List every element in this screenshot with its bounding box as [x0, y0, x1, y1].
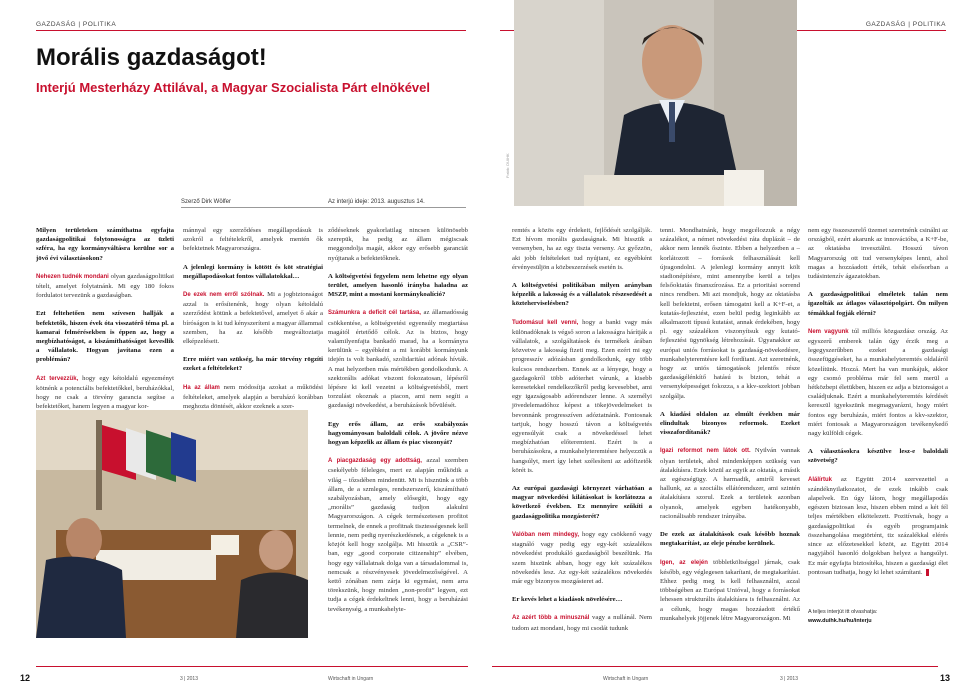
interview-answer: Számunkra a deficit cél tartása, az államadósság csökkentése, a költségvetési egyensúly megtartása magától értetődő célok. Az is biztos, hogy valamilyenfajta bankadó marad, ha a kormányra kerülünk – egyébként a mi korábbi kormányunk idején is volt bankadó, szolidaritási adónak hívták. A mai helyzetben más mértékben gondolkodunk. A szektorális adókat viszont fokozatosan, lépésről lépésre ki kell vezetni a költségvetésből, mert torzulást okoznak a piacon, ami nem segíti a gazdasági növekedést, a beruházások bővülését. [328, 309, 468, 410]
footer-issue-left: 3 | 2013 [180, 676, 198, 682]
answer-lead-in: Nem vagyunk [808, 328, 849, 335]
answer-lead-in: Az azért több a minusznál [512, 615, 590, 622]
sidenote-link[interactable]: www.duihk.hu/hu/interju [808, 618, 872, 624]
text-column-3 [328, 226, 468, 623]
text-column-2 [183, 226, 323, 420]
section-rubric-right: GAZDASÁG | POLITIKA [865, 21, 946, 28]
page-number-right: 13 [939, 673, 950, 683]
page-number-left: 12 [20, 673, 31, 683]
answer-lead-in: Számunkra a deficit cél tartása, [328, 310, 421, 317]
interview-answer: Az azért több a minusznál vagy a nullánál. Nem tudom azt mondani, hogy mi csodát tudunk [512, 614, 652, 632]
interview-answer: A piacgazdaság egy adottság, azzal szemben csekélyebb féleleges, mert ez alapján működik a világ – tőzsdében mindenütt. Mi is hisznünk a több állam, de a szmleges, rendszerszerű, kiszámítható szabályozásban, amely elősegíti, hogy egy „morális” gazdaság tudjon alakulni Magyarországon. A cégek természetesen profitot termelnek, de ennek a profitnak tisztességesnek kell lennie, nem pedig nyerészkedésnek, a cégeknek is a közjót kell hogy szolgálja. Mi hisszük a „CSR”-ban, egy „good corporate citizenship” elvében, hogy egy vállalatnak dolga van a társadalommal is, nemcsak a részvényesek jövedelmezőségével. A kettő zónában nem zárja ki egymást, nem arra törekszünk, hogy minden „non-profit” legyen, ezt tudja a cégek érdekeltnek lenni, hogy a beruházási tevékenység, a munkahelyte- [328, 457, 468, 613]
interview-answer: Nehezen tudnék mondani olyan gazdaságpolitikai tételt, amelyet folytatnánk. Mi egy 180 fokos fordulatot tervezünk a gazdaságban. [36, 272, 174, 300]
interview-answer: nem egy összeszerelő üzemet szeretnénk csinálni az országból, ezért akarunk az innovációba, a K+F-be, az oktatásba invesztálni. Hosszú távon Magyarország ott tud versenyképes lenni, ahol magas a hozzáadott érték, tehát elsősorban a tudásintenzív ágazatokban. [808, 227, 948, 281]
meeting-illustration [36, 410, 308, 638]
interview-answer: De ezek nem erről szólnak. Mi a jogbiztonságot azzal is erősítenénk, hogy olyan kétoldalú szerződést kötünk a befektetővel, amelyet ő akár a bíróságon is ki tud kényszeríteni a magyar állammal szemben, ha az később megváltoztatja elképzeléseit. [183, 291, 323, 346]
interview-answer: Nem vagyunk túl milliós közgazdász ország. Az egyszerű emberek talán úgy érzik meg a legegyszerűbben ezeket a gazdasági összefüggéseket, ha a munkahelyteremtés oldaláról közelítünk. Hozzá. Mert ha van munkájuk, akkor egy csomó probléma már fel sem merül a hétközbepi életükben, hiszen ez adja a biztonságot a családjuknak. Ezért a munkahelyteremtés kérdését kereszül igyekszünk megmagyarázni, hogy miért fontos egy beruházás, miért fontos a kkv-szektor, miért fontosak a Magyarországon tevékenykedő nagy külföldi cégek. [808, 327, 949, 438]
interview-answer: tenni. Mondhatnánk, hogy megcélozzuk a négy százalékot, a német növekedési ráta duplázát – de akkor nem lennék őszinte. Ebben a helyzetben a – korlátozott – források felhasználását kell újragondolni. A jelenlegi kormány annyit költ stadionépítésre, mint amennyibe kerül a teljes felsőoktatás finanszírozása. Ez a prioritási sorrend nincs rendben. Mi azt mondjuk, hogy az oktatásba kell befektetni, erősen támogatni kell a K+F-et, a kutatás-fejlesztést, ezen belül pedig leginkább az alkalmazott típusú kutatást, annak érdekében, hogy pl. egy százalékon viszonyítsuk egy kutató-fejlesztési ügynökség létrehozását. Ügyanakkor az európai uniós forrásokat is gazdaság-növekedésre, munkahelyteremtésre kell fordítani. Azt szeretnénk, hogy az uniós támogatások jelentős része gazdaságélénkítő hatású is bizton, tehát a versenyképességet fokozza, s a kkv-szektort jobban szolgálja. [660, 227, 800, 400]
footer-rule-right [492, 666, 938, 667]
answer-lead-in: Valóban nem mindegy, [512, 531, 580, 538]
interview-question: A kiadási oldalon az elmúlt években már elindultak bizonyos reformok. Ezeket visszafordítanák? [660, 410, 800, 437]
text-column-5 [660, 226, 800, 632]
interview-answer: Ha az állam nem módosítja azokat a működési feltételeket, amelyek alapján a beruházó korábban meghozta döntését, akkor ezeknek a szer- [183, 383, 323, 411]
interview-answer: Igen, az elején többletköltséggel járnak, csak később, egy véglegesen takarítani, de megtakarítást. Ehhez pedig meg is kell felhasználni, azzal többségében az Európai Unióval, hogy a forrásokat lehessen strukturális átalakításra is felhasználni. Az a célunk, hogy magas hozzáadott értékű munkahelyek jöjjenek létre Magyarországon. Mi [660, 558, 800, 622]
interview-answer: Tudomásul kell venni, hogy a banki vagy más különadóknak is végső soron a lakosságra hárítják a vállalatok, a szolgáltatások és termékek árában közvetve a lakosság fizeti meg. Ezen ezért mi egy progresszív adózásban gondolkodunk, egy több kulcsos rendszerben. Ennek az a lényege, hogy a gazdagokról több adóterhet várunk, a kisebb keresetekkel rendelkezőkről pedig kevesebbet, ami egy igazságosabb adórendszer lenne. A személyi jövedelemadóhoz képest a tökejövedelmeket is bevonnánk progresszíven adóztatnánk. Fontosnak tartjuk, hogy hosszú távon a költségvetés egyensúlyát csak a növekedéssel lehet megbízhatóan előteremteni. Ezért is a beruházásokra, a munkahelyteremtésre helyezzük a hangsúlyt, mert így lehet szélesíteni az adófizetők körét is. [512, 318, 652, 474]
interview-question: Az európai gazdasági környezet várhatóan a magyar növekedési kilátásokat is korlátozza a következő években. Ez mennyire szűkíti a gazdaságpolitika mozgásterét? [512, 485, 652, 520]
end-of-article-mark [926, 569, 929, 576]
portrait-illustration [514, 0, 797, 206]
interview-question: A költségvetési politikában milyen arányban képzelik a lakosság és a vállalatok részesedését a közteherviselésben? [512, 282, 652, 308]
text-column-6 [808, 226, 948, 586]
answer-lead-in: A piacgazdaság egy adottság, [328, 458, 422, 465]
photo-credit: Fotók: DUIHK [505, 153, 510, 178]
portrait-photo [514, 0, 797, 206]
answer-lead-in: De ezek nem erről szólnak. [183, 292, 265, 299]
interview-question: De ezek az átalakítások csak később hoznak megtakarítást, az eleje pénzbe kerülnek. [660, 531, 800, 548]
meeting-photo [36, 410, 308, 638]
footer-rule-left [36, 666, 468, 667]
footer-magazine-left: Wirtschaft in Ungarn [328, 676, 374, 682]
interview-question: Milyen területeken számíthatna egyfajta gazdaságpolitikai folytonosságra az üzleti szféra, ha egy kormányváltásra kerülne sor a jövő évi választásokon? [36, 227, 174, 262]
interview-question: A gazdaságpolitikai elméletek talán nem igazolták az átlagos választópolgárt. Ön milyen témákkal fogják elérni? [808, 291, 948, 317]
interview-answer: Igazi reformot nem látok ott. Nyilván vannak olyan területek, ahol mindenképpen szükség van átalakításra. Ezek közül az egyik az oktatás, a másik az egészségügy. A harmadik, amiről keveset hallunk, az a szociális ellátórendszer, ami szintén átalakításra szorul. Ezek a területek azonban olyanok, amelyek egyben hatékonyabb, racionálisabb rendszer irányába. [660, 447, 801, 520]
section-rubric-left: GAZDASÁG | POLITIKA [36, 21, 117, 28]
interview-answer: mánnyal egy szerződéses megállapodásuk is azokról a feltételekről, amelyek mentén ők befektetnek Magyarországra. [183, 227, 323, 253]
interview-question: A költségvetési fegyelem nem lehetne egy olyan terület, amelyen hasonló irányba haladna az MSZP, mint a mostani kormánykoalíció? [328, 272, 468, 299]
full-interview-note [808, 608, 948, 626]
text-column-1 [36, 226, 174, 420]
article-title: Morális gazdaságot! [36, 44, 267, 71]
interview-answer: remtés a közös egy érdekeit, fejlődését szolgálják. Ezt hívom morális gazdaságnak. Mi hisszük a versenyben, ha az egy tiszta verseny. Az győzzön, aki jobb feltételeket tud nyújtani, ez egyébként érvényesüljön a közbeszerzések esetén is. [512, 227, 652, 271]
footer-magazine-right: Wirtschaft in Ungarn [603, 676, 649, 682]
answer-lead-in: Igen, az elején [660, 559, 708, 566]
rubric-rule-left [36, 30, 466, 31]
interview-question: A választásokra készülve lesz-e baloldali szövetség? [808, 448, 948, 465]
interview-answer: Alálírtuk az Együtt 2014 szervezettel a szándéknyilatkozatot, de ezek inkább csak alapelvek. En úgy látom, hogy megállapodás egészen biztosan lesz, hiszen ebben mind a két fél teljes mértékben elkötelezett. Pozitívnak, hogy a gazdaságpolitikai és egyéb programjaink összehangolása megtörtént, tiz százalékkal elérés since az előzetesekkel közöt, az Együtt 2014 nagyjából hasonló dolgokban helyez a hangsúlyt. Ez már egyfajta biztosítéka, hiszen a gazdasági élet pontosan tudhatja, hogy ki lehet számítani. [808, 475, 948, 576]
interview-answer: Valóban nem mindegy, hogy egy csökkenő vagy stagnáló vagy pedig egy egy-két százalékos növekedést produkáló gazdaságból beszélünk. Ha szem hiszünk abban, hogy egy két százalékos növekedés lesz. Az egy-két százalékos növekedés már egy bizonyos mozgásteret ad. [512, 530, 652, 585]
footer-issue-right: 3 | 2013 [780, 676, 798, 682]
author-byline: Szerző Dirk Wölfer [181, 199, 232, 205]
interview-question: Erre miért van szükség, ha már törvény rögzíti ezeket a feltételeket? [183, 356, 323, 373]
meta-divider [181, 207, 466, 208]
interview-date: Az interjú ideje: 2013. augusztus 14. [328, 199, 425, 205]
article-subtitle: Interjú Mesterházy Attilával, a Magyar Szocialista Párt elnökével [36, 80, 431, 95]
interview-question: Ezt feltehetően nem szívesen hallják a befektetők, hiszen évek óta visszatérő téma pl. a kamarai felmérésekben is éppen az, hogy a megbízhatóságot, a kiszámíthatóságot kevesllik a vállalatok. Hogyan javítana ezen a problémán? [36, 310, 174, 364]
interview-question: A jelenlegi kormány is kötött és köt stratégiai megállapodásokat fontos vállalatokkal… [183, 263, 323, 280]
answer-lead-in: Nehezen tudnék mondani [36, 273, 109, 280]
text-column-4 [512, 226, 652, 642]
interview-answer: ződéseknek gyakorlatilag nincsen különösebb szerepük, ha pedig az állam mégiscsak meggondolja magát, akkor egy erősebb garanciát nyújtanak a befektetőknek. [328, 227, 468, 262]
interview-question: Er kevés lehet a kiadások növelésére… [512, 596, 623, 604]
answer-lead-in: Alálírtuk [808, 476, 833, 483]
answer-lead-in: Ha az állam [183, 384, 220, 391]
interview-answer: Azt tervezzük, hogy egy kétoldalú egyezményt kötnénk a potenciális befektetőkkel, beruházókkal, hogy ne csak a törvény garancia segítse a befektetőket, hanem legyen a magyar kor- [36, 374, 174, 411]
answer-lead-in: Azt tervezzük, [36, 375, 79, 382]
answer-lead-in: Tudomásul kell venni, [512, 319, 579, 326]
interview-question: Egy erős állam, az erős szabályozás hagyományosan baloldali célok. A jövőre nézve hogyan képzelik az állam és piac viszonyát? [328, 420, 468, 447]
answer-lead-in: Igazi reformot nem látok ott. [660, 448, 751, 455]
sidenote-label: A teljes interjút itt olvashatja: [808, 609, 878, 615]
